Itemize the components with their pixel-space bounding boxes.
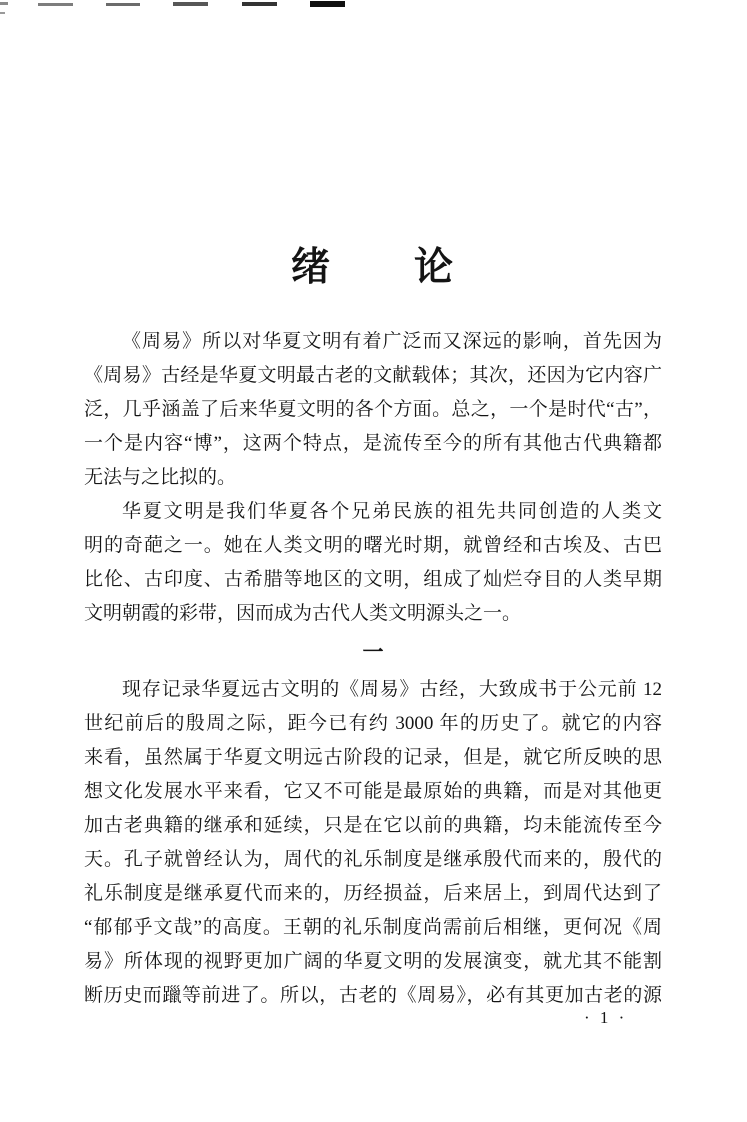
text-line: 一个是内容“博”，这两个特点，是流传至今的所有其他古代典籍都 [84,433,662,454]
text-line: 《周易》古经是华夏文明最古老的文献载体；其次，还因为它内容广 [84,365,662,386]
text-line: 华夏文明是我们华夏各个兄弟民族的祖先共同创造的人类文 [122,501,662,522]
text-line: 来看，虽然属于华夏文明远古阶段的记录，但是，就它所反映的思 [84,747,662,768]
text-line: 明的奇葩之一。她在人类文明的曙光时期，就曾经和古埃及、古巴 [84,535,662,556]
text-line: 礼乐制度是继承夏代而来的，历经损益，后来居上，到周代达到了 [84,883,662,904]
scan-artifact-mark [173,2,208,6]
text-line: 断历史而躐等前进了。所以，古老的《周易》，必有其更加古老的源 [84,985,662,1006]
text-line: 泛，几乎涵盖了后来华夏文明的各个方面。总之，一个是时代“古”， [84,399,662,420]
text-line: 无法与之比拟的。 [84,467,237,488]
scan-artifact-mark [310,1,345,7]
text-line: 世纪前后的殷周之际，距今已有约 3000 年的历史了。就它的内容 [84,713,662,734]
paragraph-3 [84,673,662,1013]
chapter-title: 绪 论 [290,246,455,289]
text-line: 现存记录华夏远古文明的《周易》古经，大致成书于公元前 12 [122,679,662,700]
scan-artifact-mark [38,3,73,6]
text-line: 加古老典籍的继承和延续，只是在它以前的典籍，均未能流传至今 [84,815,662,836]
body-text-block [84,325,662,1013]
text-line: “郁郁乎文哉”的高度。王朝的礼乐制度尚需前后相继，更何况《周 [84,917,662,938]
page-number: · 1 · [584,1008,628,1027]
scan-artifact-mark [0,2,8,5]
scan-artifact-mark [106,3,140,6]
text-line: 易》所体现的视野更加广阔的华夏文明的发展演变，就尤其不能割 [84,951,662,972]
paragraph-1 [84,325,662,495]
section-number: 一 [362,640,384,664]
text-line: 想文化发展水平来看，它又不可能是最原始的典籍，而是对其他更 [84,781,662,802]
text-line: 比伦、古印度、古希腊等地区的文明，组成了灿烂夺目的人类早期 [84,569,662,590]
scan-artifact-mark [242,2,277,6]
paragraph-2 [84,495,662,631]
text-line: 文明朝霞的彩带，因而成为古代人类文明源头之一。 [84,603,522,624]
scan-artifact-mark [0,12,5,14]
text-line: 《周易》所以对华夏文明有着广泛而又深远的影响，首先因为 [122,331,662,352]
text-line: 天。孔子就曾经认为，周代的礼乐制度是继承殷代而来的，殷代的 [84,849,662,870]
